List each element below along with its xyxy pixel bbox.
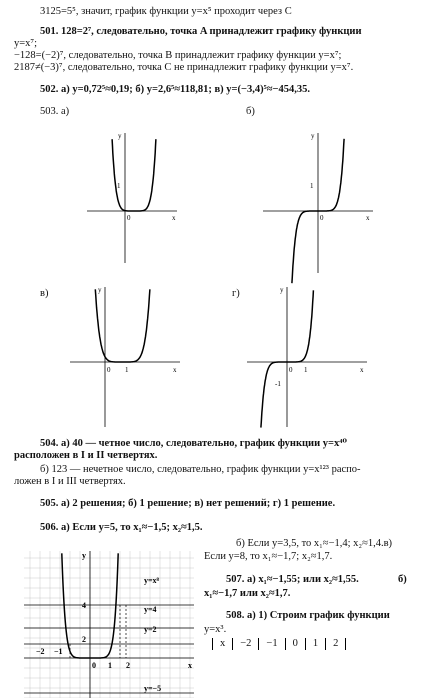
y-axis-label: y — [280, 286, 284, 294]
text-506-a: 506. а) Если y=5, то x₁≈−1,5; x₂≈1,5. — [40, 522, 203, 533]
text-501-line-4: 2187≠(−3)⁷, следовательно, точка C не принадлежит графику функции y=x⁷. — [14, 62, 354, 73]
table-cell: 2 — [325, 638, 346, 650]
text-503-b: б) — [246, 106, 255, 117]
text-508-a: 508. а) 1) Строим график функции — [226, 610, 390, 621]
table-cell: 1 — [305, 638, 325, 650]
text-508-func: y=x³. — [204, 624, 227, 635]
graph-506 — [22, 548, 197, 698]
table-cell: x — [212, 638, 232, 650]
text-507-b: x₁≈−1,7 или x₂≈1,7. — [204, 588, 291, 599]
unit-label: 1 — [304, 366, 308, 374]
text-line-1: 3125=5⁵, значит, график функции y=x⁵ проходит через C — [40, 6, 292, 17]
unit-label: 1 — [117, 182, 121, 190]
text-507-b-label: б) — [398, 574, 407, 585]
text-502: 502. а) y=0,72⁵≈0,19; б) y=2,6⁵≈118,81; в) y=(−3,4)⁵≈−454,35. — [40, 84, 310, 95]
y-axis-label: y — [82, 551, 86, 560]
origin-label: 0 — [289, 366, 293, 374]
origin-label: 0 — [320, 214, 324, 222]
x-axis-label: x — [173, 366, 177, 374]
y2-label: y=2 — [144, 625, 157, 634]
origin-label: 0 — [92, 661, 96, 670]
origin-label: 0 — [127, 214, 131, 222]
text-503-a: 503. а) — [40, 106, 70, 117]
graph-503-g — [242, 282, 372, 432]
text-505: 505. а) 2 решения; б) 1 решение; в) нет решений; г) 1 решение. — [40, 498, 336, 509]
text-507-a: 507. а) x₁≈−1,55; или x₂≈1,55. — [226, 574, 359, 585]
unit-label: 1 — [125, 366, 129, 374]
text-504-line-1: 504. а) 40 — четное число, следовательно, график функции y=x⁴⁰ — [40, 438, 348, 449]
table-cell: −1 — [258, 638, 284, 650]
y-axis-label: y — [98, 286, 102, 294]
y8-label: y=x⁸ — [144, 576, 159, 585]
table-cell: 0 — [285, 638, 305, 650]
origin-label: 0 — [107, 366, 111, 374]
ym5-label: y=−5 — [144, 684, 162, 693]
x-axis-label: x — [172, 214, 176, 222]
text-501-line-1: 501. 128=2⁷, следовательно, точка A принадлежит графику функции — [40, 26, 362, 37]
y4-label: y=4 — [144, 605, 157, 614]
text-506-b: б) Если y=3,5, то x₁≈−1,4; x₂≈1,4.в) — [236, 538, 393, 549]
text-503-v: в) — [40, 288, 49, 299]
y-axis-label: y — [118, 132, 122, 140]
x-axis-label: x — [360, 366, 364, 374]
text-501-line-2: y=x⁷; — [14, 38, 37, 49]
text-504-line-2: расположен в I и II четвертях. — [14, 450, 158, 461]
tick-minus-2: −2 — [36, 647, 45, 656]
graph-503-a — [82, 128, 182, 268]
text-501-line-3: −128=(−2)⁷, следовательно, точка B принадлежит графику функции y=x⁷; — [14, 50, 342, 61]
text-503-g: г) — [232, 288, 240, 299]
table-508 — [212, 638, 346, 650]
tick-minus-1: −1 — [54, 647, 63, 656]
table-cell: −2 — [232, 638, 258, 650]
text-506-v: Если y=8, то x₁≈−1,7; x₂≈1,7. — [204, 551, 333, 562]
tick-2: 2 — [126, 661, 130, 670]
text-504-line-3: б) 123 — нечетное число, следовательно, график функции y=x¹²³ распо- — [40, 464, 361, 475]
x-axis-label: x — [366, 214, 370, 222]
x-axis-label: x — [188, 661, 192, 670]
tick-4: 4 — [82, 601, 86, 610]
tick-2y: 2 — [82, 635, 86, 644]
text-504-line-4: ложен в I и III четвертях. — [14, 476, 126, 487]
minus-one-label: -1 — [275, 380, 281, 388]
y-axis-label: y — [311, 132, 315, 140]
graph-503-b — [258, 128, 378, 278]
tick-1: 1 — [108, 661, 112, 670]
unit-label: 1 — [310, 182, 314, 190]
graph-503-v — [65, 282, 185, 432]
